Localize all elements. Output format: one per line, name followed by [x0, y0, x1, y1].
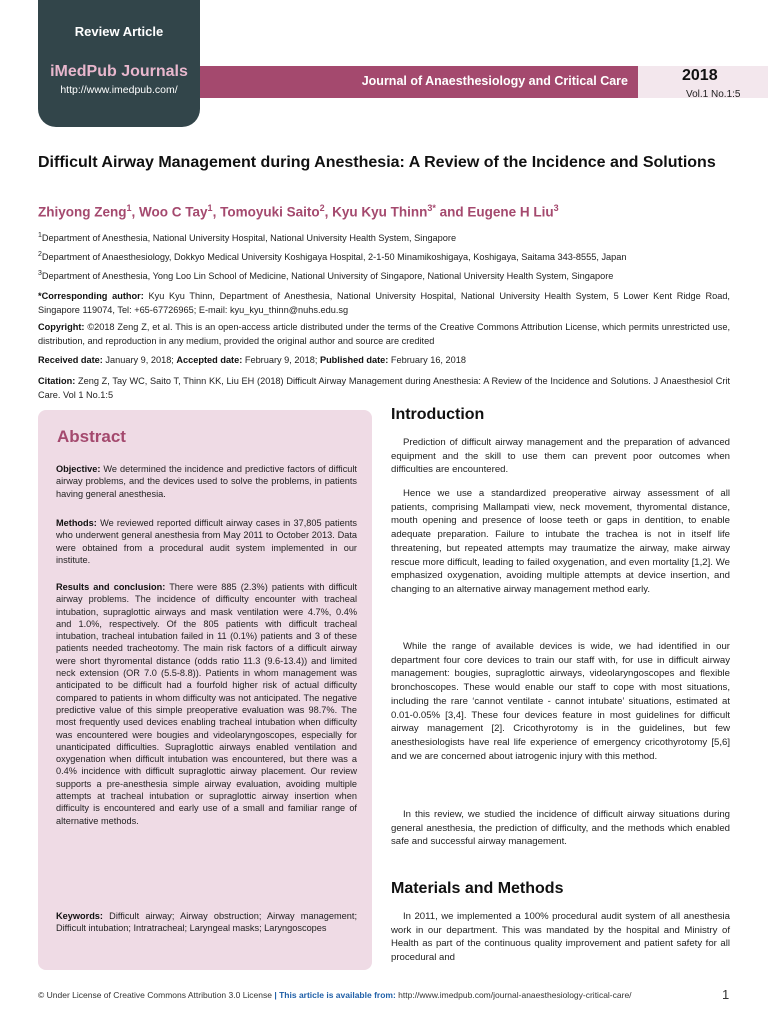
- abstract-heading: Abstract: [57, 427, 126, 446]
- accepted-label: Accepted date:: [176, 355, 243, 365]
- journal-banner: [200, 66, 638, 98]
- affiliation-1: [38, 229, 730, 245]
- affiliation-text: Department of Anesthesia, Yong Loo Lin School of Medicine, National University of Singapore, National University Health System, Singapore: [41, 271, 614, 282]
- affiliation-2: [38, 248, 730, 264]
- abstract-box: [38, 410, 372, 970]
- corresponding-text: Kyu Kyu Thinn, Department of Anesthesia, National University Hospital, National University Health System, 5 Lower Kent Ridge Road, Singapore 119074, Tel: +65-67726965; E-mail: kyu_kyu_thinn@nuhs.edu.sg: [38, 291, 730, 315]
- methods-paragraph-1: In 2011, we implemented a 100% procedural audit system of all anesthesia work in our department. This was mandated by the hospital and Ministry of Health as part of the continuous quality improvement and patient safety for all procedural and: [391, 911, 730, 964]
- article-dates: [38, 353, 730, 367]
- methods-label: Methods:: [56, 518, 97, 528]
- author-separator: and: [435, 204, 468, 220]
- affiliation-number: 2: [38, 251, 42, 258]
- introduction-paragraph-3: While the range of available devices is wide, we had identified in our department four core devices to train our staff with, for use in difficult airway management: bougies, supraglottic airways, videolaryngoscopes and flexible bronchoscopes. These would enable our staff to cope with most situations, including the rare ‘cannot ventilate - cannot intubate’ situations, estimated at 0.01-0.05% [3,4]. These four devices feature in most guidelines for difficult airway management [2]. Cricothyrotomy is in the guidelines, but few anesthesiologists have real life experience of emergency cricothyrotomy [5,6] and we are concerned about iatrogenic injury with this method.: [391, 641, 730, 762]
- footer-separator: |: [272, 990, 280, 1000]
- journal-name: Journal of Anaesthesiology and Critical Care: [361, 74, 628, 88]
- results-text: There were 885 (2.3%) patients with difficult airway problems. The incidence of difficulty encounter with tracheal intubation, supraglottic airways and mask ventilation were 4.7%, 0.4% and 1.0%, respectively. Of the 805 patients with difficult tracheal intubation, tracheal intubation failed in 11 (0.1%) patients and 3 of these patients needed tracheotomy. The main risk factors of a difficult airway were short thyromental distance (odds ratio 11.3 (9.6-13.4)) and limited neck extension (OR 7.0 (5.5-8.8)). Patients in whom management was anticipated to be difficult had a fourfold higher risk of actual difficulty compared to patients in whom difficulty was not anticipated. The negative predictive value of this simple preoperative evaluation was 98.7%. The most frequently used devices enabling tracheal intubation when difficulty was encountered were bougies and videolaryngoscopes, especially for unanticipated difficulties. Supraglottic airways enabled ventilation and oxygenation when difficult intubation was encountered, but there was a 0.4% incidence with difficult supraglottic airway placement. Our review supports a pre-anesthesia simple airway evaluation, avoiding multiple attempts at tracheal intubation or supraglottic airway insertion when difficulty is encountered and early use of a small and familiar range of alternative methods.: [56, 582, 357, 826]
- corresponding-label: *Corresponding author:: [38, 291, 144, 301]
- methods-heading: Materials and Methods: [391, 880, 564, 897]
- publisher-name: iMedPub Journals: [50, 63, 188, 80]
- keywords-text: Difficult airway; Airway obstruction; Airway management; Difficult intubation; Intratracheal; Laryngeal masks; Laryngoscopes: [56, 911, 357, 934]
- introduction-paragraph-2: Hence we use a standardized preoperative airway assessment of all patients, comprising Mallampati view, neck movement, thyromental distance, mouth opening and presence of loose teeth or gaps in dentition, to enable adequate preparation. Failure to intubate the trachea is not in itself life threatening, but repeated attempts may traumatize the airway, make airway rescue more difficult, leading to failed oxygenation, and even mortality [1,2]. We emphasized oxygenation, avoiding multiple attempts at device insertion, and changing to an alternative airway management method early.: [391, 488, 730, 595]
- keywords-label: Keywords:: [56, 911, 103, 921]
- abstract-keywords: [56, 910, 357, 935]
- methods-text: We reviewed reported difficult airway cases in 37,805 patients who underwent general anesthesia from May 2011 to October 2013. Data were obtained from a procedural audit system implemented in our institute.: [56, 518, 357, 565]
- author-affiliation-mark: 1: [126, 203, 132, 213]
- article-type-label: Review Article: [74, 24, 164, 39]
- copyright-text: ©2018 Zeng Z, et al. This is an open-access article distributed under the terms of the Creative Commons Attribution License, which permits unrestricted use, distribution, and reproduction in any medium, provided the original author and source are credited: [38, 322, 730, 346]
- objective-text: We determined the incidence and predictive factors of difficult airway problems, and the devices used to solve the problems, in patients having general anesthesia.: [56, 464, 357, 499]
- journal-url-link[interactable]: http://www.imedpub.com/journal-anaesthesiology-critical-care/: [395, 990, 632, 1000]
- citation: [38, 374, 730, 402]
- author-separator: ,: [212, 204, 221, 220]
- volume-issue: Vol.1 No.1:5: [686, 89, 741, 100]
- accepted-date: February 9, 2018;: [242, 355, 320, 365]
- author-name: Kyu Kyu Thinn: [332, 204, 428, 220]
- affiliation-number: 1: [38, 232, 42, 239]
- citation-label: Citation:: [38, 376, 76, 386]
- received-label: Received date:: [38, 355, 103, 365]
- results-label: Results and conclusion:: [56, 582, 166, 592]
- introduction-paragraph-4: In this review, we studied the incidence of difficult airway situations during general anesthesia, the prediction of difficulty, and the methods which enabled safe and successful airway management.: [391, 809, 730, 848]
- abstract-objective: [56, 463, 357, 500]
- author-name: Woo C Tay: [139, 204, 208, 220]
- affiliation-text: Department of Anaesthesiology, Dokkyo Medical University Koshigaya Hospital, 2-1-50 Minamikoshigaya, Koshigaya, Saitama 343-8555, Japan: [41, 252, 627, 263]
- license-text: © Under License of Creative Commons Attribution 3.0 License: [38, 990, 272, 1000]
- publisher-brand-box: [38, 0, 200, 127]
- received-date: January 9, 2018;: [102, 355, 177, 365]
- author-affiliation-mark: 1: [207, 203, 213, 213]
- affiliation-number: 3: [38, 270, 42, 277]
- publisher-url-link[interactable]: http://www.imedpub.com/: [60, 84, 178, 96]
- author-affiliation-mark: 2: [319, 203, 325, 213]
- author-separator: ,: [131, 204, 140, 220]
- author-list: [38, 203, 728, 220]
- author-separator: ,: [324, 204, 333, 220]
- publication-year: 2018: [682, 67, 718, 84]
- affiliation-text: Department of Anesthesia, National University Hospital, National University Health System, Singapore: [41, 233, 457, 244]
- author-affiliation-mark: 3: [553, 203, 559, 213]
- copyright-notice: [38, 320, 730, 348]
- citation-text: Zeng Z, Tay WC, Saito T, Thinn KK, Liu EH (2018) Difficult Airway Management during Anesthesia: A Review of the Incidence and Solutions. J Anaesthesiol Crit Care. Vol 1 No.1:5: [38, 376, 730, 400]
- copyright-label: Copyright:: [38, 322, 85, 332]
- author-affiliation-mark: 3*: [427, 203, 436, 213]
- abstract-results: [56, 581, 357, 827]
- published-date: February 16, 2018: [388, 355, 466, 365]
- objective-label: Objective:: [56, 464, 101, 474]
- page-number: 1: [722, 987, 730, 1002]
- published-label: Published date:: [319, 355, 389, 365]
- introduction-paragraph-1: Prediction of difficult airway management and the preparation of advanced equipment and the skill to use them can prevent poor outcomes when difficulties are encountered.: [391, 437, 730, 476]
- introduction-heading: Introduction: [391, 406, 485, 423]
- page-footer: [38, 990, 728, 1000]
- abstract-methods: [56, 517, 357, 566]
- availability-label: This article is available from:: [279, 990, 396, 1000]
- author-name: Eugene H Liu: [467, 204, 554, 220]
- article-title: Difficult Airway Management during Anesthesia: A Review of the Incidence and Solutions: [38, 154, 716, 171]
- corresponding-author: [38, 289, 730, 317]
- author-name: Tomoyuki Saito: [220, 204, 320, 220]
- affiliation-3: [38, 267, 730, 283]
- author-name: Zhiyong Zeng: [38, 204, 127, 220]
